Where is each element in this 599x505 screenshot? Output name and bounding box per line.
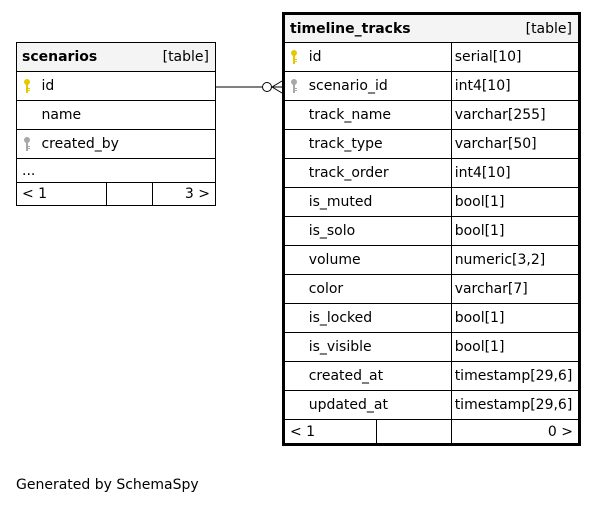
column-name: created_at [308, 368, 384, 384]
column-row[interactable] [284, 275, 580, 304]
table-title[interactable]: timeline_tracks [290, 20, 411, 37]
column-type: bool[1] [451, 188, 579, 217]
key-cell [284, 275, 304, 304]
column-type: bool[1] [451, 333, 579, 362]
column-name: track_name [308, 107, 392, 123]
column-type: timestamp[29,6] [451, 362, 579, 391]
key-cell [17, 101, 37, 130]
key-cell [284, 188, 304, 217]
column-row[interactable] [284, 101, 580, 130]
column-name: volume [308, 252, 361, 268]
table-kind: [table] [162, 49, 209, 65]
column-row[interactable] [284, 304, 580, 333]
footer-credit: Generated by SchemaSpy [16, 477, 199, 493]
nav-middle [376, 420, 451, 445]
column-type: bool[1] [451, 217, 579, 246]
column-name: is_visible [308, 339, 372, 355]
column-name: is_solo [308, 223, 356, 239]
key-cell [284, 246, 304, 275]
column-name: created_by [41, 136, 119, 152]
column-type: timestamp[29,6] [451, 391, 579, 420]
key-cell [284, 101, 304, 130]
nav-left[interactable]: < 1 [290, 423, 316, 440]
nav-middle [106, 183, 152, 206]
nav-right[interactable]: 3 > [184, 186, 210, 202]
key-cell [284, 333, 304, 362]
column-row[interactable] [284, 362, 580, 391]
column-name: color [308, 281, 344, 297]
column-type: int4[10] [451, 159, 579, 188]
column-name: updated_at [308, 397, 388, 413]
column-name: id [41, 78, 55, 94]
key-cell [284, 130, 304, 159]
key-cell [284, 72, 304, 101]
scenarios-table[interactable] [16, 42, 216, 206]
column-row[interactable] [284, 188, 580, 217]
key-cell [17, 130, 37, 159]
column-row[interactable] [17, 101, 216, 130]
column-row[interactable] [284, 333, 580, 362]
column-type: varchar[7] [451, 275, 579, 304]
column-name: id [308, 49, 322, 65]
more-columns-ellipsis: ... [22, 162, 36, 179]
nav-right[interactable]: 0 > [547, 423, 573, 440]
column-name: name [41, 107, 82, 123]
column-name: track_order [308, 165, 389, 181]
key-cell [284, 217, 304, 246]
nav-left[interactable]: < 1 [22, 186, 48, 202]
foreign-key-icon [22, 136, 32, 152]
column-name: is_locked [308, 310, 373, 326]
key-cell [17, 72, 37, 101]
column-type: varchar[255] [451, 101, 579, 130]
column-name: scenario_id [308, 78, 388, 94]
column-type: int4[10] [451, 72, 579, 101]
table-title[interactable]: scenarios [22, 49, 98, 65]
table-kind: [table] [525, 20, 572, 37]
primary-key-icon [289, 49, 299, 65]
column-row[interactable] [284, 391, 580, 420]
key-cell [284, 362, 304, 391]
column-type: numeric[3,2] [451, 246, 579, 275]
column-name: track_type [308, 136, 383, 152]
column-type: serial[10] [451, 43, 579, 72]
column-type: bool[1] [451, 304, 579, 333]
column-row[interactable] [284, 72, 580, 101]
column-row[interactable] [284, 217, 580, 246]
key-cell [284, 43, 304, 72]
foreign-key-icon [289, 78, 299, 94]
key-cell [284, 159, 304, 188]
column-row[interactable] [284, 43, 580, 72]
key-cell [284, 391, 304, 420]
column-row[interactable] [17, 130, 216, 159]
column-row[interactable] [284, 246, 580, 275]
column-row[interactable] [284, 130, 580, 159]
column-row[interactable] [17, 72, 216, 101]
timeline-tracks-table[interactable] [282, 12, 581, 446]
primary-key-icon [22, 78, 32, 94]
key-cell [284, 304, 304, 333]
column-row[interactable] [284, 159, 580, 188]
column-type: varchar[50] [451, 130, 579, 159]
column-name: is_muted [308, 194, 373, 210]
